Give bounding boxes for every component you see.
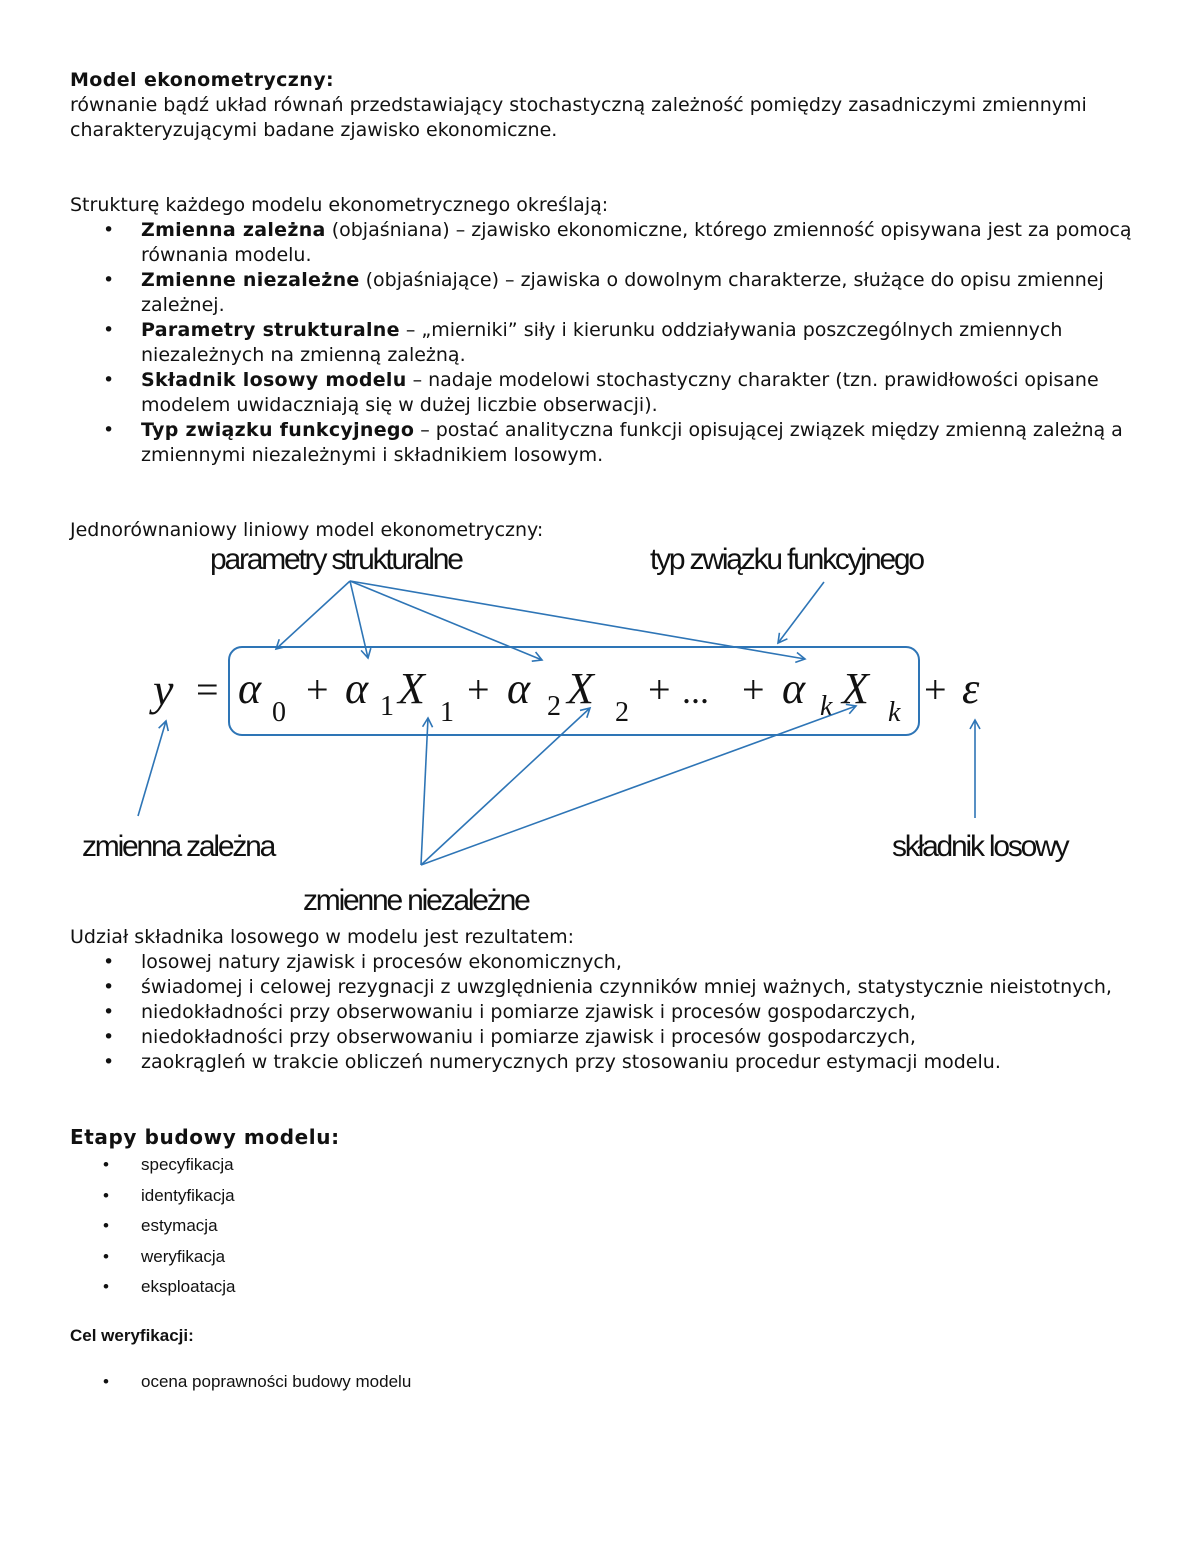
eq-epsilon: ε (962, 664, 980, 713)
section-cel (70, 1321, 1140, 1398)
arrow-param-a2 (350, 581, 542, 660)
eq-plus2: + (467, 667, 490, 712)
label-typ: typ związku funkcyjnego (650, 543, 923, 576)
model-definition: równanie bądź układ równań przedstawiający stochastyczną zależność pomiędzy zasadniczymi zmiennymi charakteryzującymi badane zjawisko ekonomiczne. (70, 94, 1087, 141)
list-item (70, 368, 1140, 418)
term-desc: – postać analityczna funkcji opisującej związek między zmienną zależną a zmiennymi niezależnymi i składnikiem losowym. (141, 419, 1123, 466)
list-item: • losowej natury zjawisk i procesów ekonomicznych, (70, 950, 1140, 975)
list-item (70, 268, 1140, 318)
list-item: • ocena poprawności budowy modelu (70, 1367, 1140, 1398)
term-desc: – „mierniki” siły i kierunku oddziaływania poszczególnych zmiennych niezależnych na zmienną zależną. (141, 319, 1063, 366)
section-title: Model ekonometryczny: (70, 69, 334, 91)
eq-sub-a1: 1 (380, 691, 394, 722)
eq-alphak: α (782, 664, 806, 713)
arrow-niez-x1 (421, 718, 428, 865)
structure-list (70, 218, 1140, 468)
equation (149, 664, 980, 728)
label-zalezna: zmienna zależna (82, 830, 275, 863)
arrow-typ (778, 582, 824, 643)
label-niezalezne: zmienne niezależne (303, 884, 529, 917)
list-item: • eksploatacja (70, 1272, 1140, 1303)
list-item: • specyfikacja (70, 1150, 1140, 1181)
term: Składnik losowy modelu (141, 369, 407, 391)
list-item (70, 218, 1140, 268)
eq-dots: ... (682, 671, 709, 711)
eq-alpha1: α (345, 664, 369, 713)
term-desc: (objaśniające) – zjawiska o dowolnym charakterze, służące do opisu zmiennej zależnej. (141, 269, 1104, 316)
losowy-intro: Udział składnika losowego w modelu jest rezultatem: (70, 926, 575, 948)
eq-sub-x1: 1 (440, 697, 454, 728)
label-losowy: składnik losowy (892, 830, 1068, 863)
diagram-intro: Jednorównaniowy liniowy model ekonometryczny: (70, 519, 544, 541)
eq-sub0: 0 (272, 697, 286, 728)
etapy-title: Etapy budowy modelu: (70, 1125, 340, 1149)
term: Zmienna zależna (141, 219, 326, 241)
eq-x2: X (567, 664, 594, 713)
eq-alpha0: α (238, 664, 262, 713)
label-parametry: parametry strukturalne (210, 543, 462, 576)
eq-sub-ak: k (820, 691, 833, 722)
eq-sub-a2: 2 (547, 691, 561, 722)
eq-alpha2: α (507, 664, 531, 713)
document-page (70, 68, 1140, 1398)
losowy-list (70, 950, 1140, 1075)
list-item: • niedokładności przy obserwowaniu i pomiarze zjawisk i procesów gospodarczych, (70, 1025, 1140, 1050)
eq-equals: = (196, 667, 219, 712)
etapy-list (70, 1150, 1140, 1303)
term: Parametry strukturalne (141, 319, 400, 341)
eq-sub-x2: 2 (615, 697, 629, 728)
eq-y: y (153, 664, 174, 715)
list-item: • weryfikacja (70, 1242, 1140, 1273)
arrow-niez-x2 (421, 708, 590, 865)
section-diagram (70, 518, 1140, 543)
term-desc: – nadaje modelowi stochastyczny charakter (tzn. prawidłowości opisane modelem uwidaczniają się w dużej liczbie obserwacji). (141, 369, 1099, 416)
list-item: • zaokrągleń w trakcie obliczeń numerycznych przy stosowaniu procedur estymacji modelu. (70, 1050, 1140, 1075)
arrow-zalezna (138, 721, 166, 816)
eq-sub-xk: k (888, 697, 901, 728)
section-structure (70, 193, 1140, 468)
list-item: • identyfikacja (70, 1181, 1140, 1212)
eq-x1: X (398, 664, 425, 713)
term: Typ związku funkcyjnego (141, 419, 415, 441)
section-model (70, 68, 1140, 143)
cel-list (70, 1367, 1140, 1398)
eq-plus3: + (648, 667, 671, 712)
arrow-param-a0 (276, 581, 350, 649)
eq-xk: X (842, 664, 869, 713)
arrows (138, 581, 975, 865)
eq-plus5: + (924, 667, 947, 712)
arrow-niez-xk (421, 706, 856, 865)
list-item: • estymacja (70, 1211, 1140, 1242)
model-diagram (70, 543, 1130, 925)
eq-plus1: + (306, 667, 329, 712)
section-losowy (70, 925, 1140, 1075)
list-item (70, 318, 1140, 368)
term: Zmienne niezależne (141, 269, 360, 291)
cel-title: Cel weryfikacji: (70, 1325, 194, 1345)
structure-intro: Strukturę każdego modelu ekonometrycznego określają: (70, 194, 609, 216)
diagram-svg (70, 543, 1130, 925)
list-item: • niedokładności przy obserwowaniu i pomiarze zjawisk i procesów gospodarczych, (70, 1000, 1140, 1025)
eq-plus4: + (742, 667, 765, 712)
list-item (70, 418, 1140, 468)
term-desc: (objaśniana) – zjawisko ekonomiczne, którego zmienność opisywana jest za pomocą równania modelu. (141, 219, 1132, 266)
section-etapy (70, 1124, 1140, 1303)
list-item: • świadomej i celowej rezygnacji z uwzględnienia czynników mniej ważnych, statystycznie nieistotnych, (70, 975, 1140, 1000)
